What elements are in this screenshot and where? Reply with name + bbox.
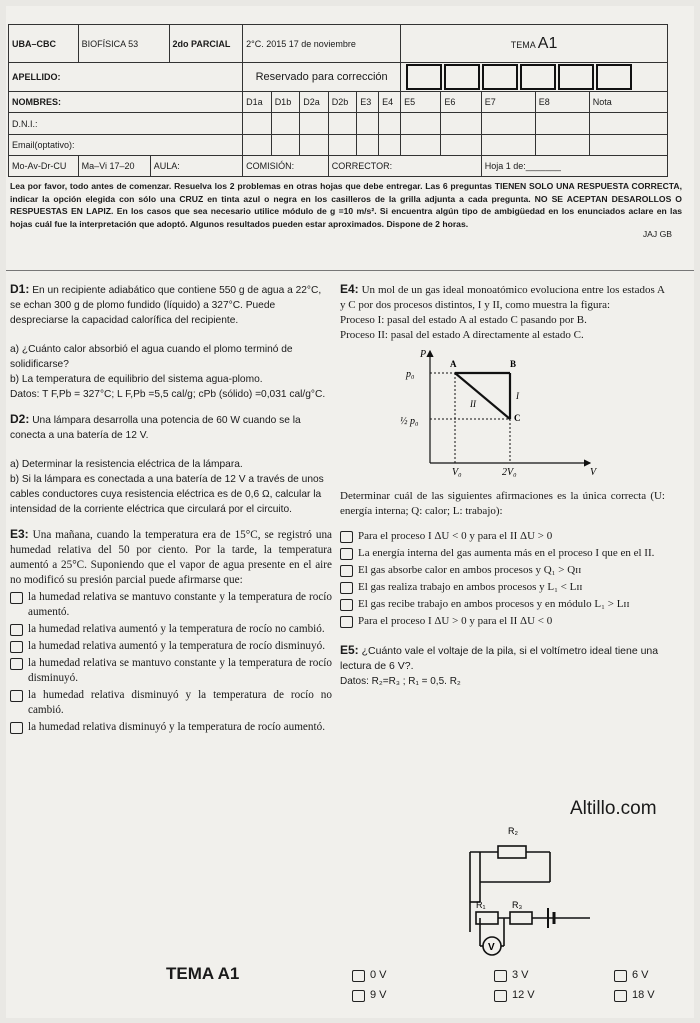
grid-col-e6: E6 [441,92,481,113]
d1-statement: D1: En un recipiente adiabático que contiene 550 g de agua a 22°C, se echan 300 g de plomo fundido (líquido) a 327°C. Puede despreciarse la capacidad calorífica del recipiente. [10,282,322,326]
correction-boxes [401,63,668,92]
corrector-field: CORRECTOR: [328,156,481,177]
e3-option[interactable]: la humedad relativa se mantuvo constante y la temperatura de rocío aumentó. [10,590,332,620]
horario: Ma–Vi 17–20 [78,156,150,177]
dni-field[interactable]: D.N.I.: [9,113,243,135]
right-column [340,282,665,689]
checkbox[interactable] [340,531,353,543]
checkbox[interactable] [614,970,627,982]
tema-cell: TEMA A1 [401,25,668,63]
svg-text:A: A [450,359,457,369]
footer-tema: TEMA A1 [166,964,240,983]
d2-statement: D2: Una lámpara desarrolla una potencia de 60 W cuando se la conecta a una batería de 12 V. [10,412,301,441]
watermark: Altillo.com [570,798,657,819]
e3-options [10,590,332,735]
e4-option[interactable]: El gas recibe trabajo en ambos procesos y en módulo L₁ > Lɪɪ [340,597,665,612]
process-ii-ac [455,373,510,419]
grid-col-d2a: D2a [300,92,329,113]
grid-col-d1a: D1a [243,92,272,113]
e3-option[interactable]: la humedad relativa se mantuvo constante y la temperatura de rocío disminuyó. [10,656,332,686]
checkbox[interactable] [614,990,627,1002]
e4-statement: E4: Un mol de un gas ideal monoatómico evoluciona entre los estados A y C por dos procesos distintos, I y II, como muestra la figura: [340,282,665,311]
grid-col-nota: Nota [589,92,667,113]
e5-option[interactable]: 3 V [494,968,529,982]
d2-part-b: b) Si la lámpara es conectada a una batería de 12 V a través de unos cables conductores cuya resistencia eléctrica es de 0,6 Ω, calcular la intensidad de la corriente eléctrica que circulará por el circuito. [10,474,324,515]
correction-box [558,64,594,90]
e4-option[interactable]: Para el proceso I ΔU > 0 y para el II ΔU < 0 [340,614,665,629]
checkbox[interactable] [340,548,353,560]
grid-col-e5: E5 [401,92,441,113]
instructions [10,180,682,239]
svg-text:I: I [516,391,519,401]
e5-option[interactable]: 9 V [352,988,387,1002]
grid-col-e4: E4 [379,92,401,113]
d1-part-b: b) La temperatura de equilibrio del sistema agua-plomo. [10,374,263,385]
checkbox[interactable] [494,990,507,1002]
e4-option[interactable]: El gas absorbe calor en ambos procesos y Q₁ > Qɪɪ [340,563,665,578]
checkbox[interactable] [352,990,365,1002]
e3-option[interactable]: la humedad relativa aumentó y la temperatura de rocío no cambió. [10,622,332,637]
e4-option[interactable]: Para el proceso I ΔU < 0 y para el II ΔU > 0 [340,529,665,544]
e5-statement: E5: ¿Cuánto vale el voltaje de la pila, si el voltímetro ideal tiene una lectura de 6 V?. [340,643,659,672]
grid-col-e3: E3 [357,92,379,113]
circuit-diagram [440,820,600,962]
e3-statement: E3: Una mañana, cuando la temperatura era de 15°C, se registró una humedad relativa del 50 por ciento. Por la tarde, la temperatura aumentó a 25°C. Suponiendo que el vapor de agua presente en el aire no modificó su presión parcial puede afirmarse que: [10,527,333,586]
grid-col-e8: E8 [535,92,589,113]
instructions-text: Lea por favor, todo antes de comenzar. Resuelva los 2 problemas en otras hojas que debe entregar. Las 6 preguntas TIENEN SOLO UNA RESPUESTA CORRECTA, indicar la opción elegida con sólo una CRUZ en tinta azul o negra en los casilleros de la grilla adjunta a cada pregunta. NO SE ACEPTAN DESAROLLOS O RESPUESTAS EN LAPIZ. En los casos que sea necesario utilice módulo de g =10 m/s². Si encuentra algún tipo de ambigüedad en los enunciados aclare en las hojas cuál fue la interpretación que adoptó. Algunos resultados pueden estar aproximados. Dispone de 2 horas. [10,181,682,229]
checkbox[interactable] [340,565,353,577]
e4-option[interactable]: La energía interna del gas aumenta más en el proceso I que en el II. [340,546,665,561]
e5-datos: Datos: R₂=R₃ ; R₁ = 0,5. R₂ [340,676,461,687]
svg-text:B: B [510,359,517,369]
checkbox[interactable] [494,970,507,982]
e4-options [340,529,665,629]
svg-text:C: C [514,413,521,423]
pv-diagram [340,343,665,483]
d1-part-a: a) ¿Cuánto calor absorbió el agua cuando el plomo terminó de solidificarse? [10,344,293,370]
svg-text:II: II [470,399,476,409]
correction-box [520,64,556,90]
svg-text:R₁: R₁ [476,900,486,910]
org: UBA–CBC [9,25,79,63]
svg-text:R₂: R₂ [508,826,518,836]
correction-box [444,64,480,90]
hoja-field: Hoja 1 de:_______ [481,156,667,177]
aula-field[interactable]: AULA: [150,156,242,177]
checkbox[interactable] [10,658,23,670]
v-axis-label: V [590,467,597,478]
exam-date: 2°C. 2015 17 de noviembre [243,25,401,63]
resistor-r2 [498,846,526,858]
e4-option[interactable]: El gas realiza trabajo en ambos procesos y L₁ < Lɪɪ [340,580,665,595]
grid-col-d1b: D1b [271,92,300,113]
resistor-r3 [510,912,532,924]
checkbox[interactable] [10,722,23,734]
e3-option[interactable]: la humedad relativa disminuyó y la temperatura de rocío no cambió. [10,688,332,718]
correction-box [406,64,442,90]
exam-name: 2do PARCIAL [169,25,243,63]
p-axis-label: P [420,349,427,360]
e5-option[interactable]: 12 V [494,988,535,1002]
svg-text:V₀: V₀ [452,467,462,478]
d1-datos: Datos: T F,Pb = 327°C; L F,Pb =5,5 cal/g; cPb (sólido) =0,031 cal/g°C. [10,389,326,400]
left-column [10,282,332,737]
checkbox[interactable] [340,616,353,628]
checkbox[interactable] [352,970,365,982]
signature: JAJ GB [642,228,672,239]
e4-prompt: Determinar cuál de las siguientes afirmaciones es la única correcta (U: energía interna; Q: calor; L: trabajo): [340,490,665,517]
correction-box [596,64,632,90]
nombres-field[interactable]: NOMBRES: [9,92,243,113]
checkbox[interactable] [340,599,353,611]
e3-option[interactable]: la humedad relativa aumentó y la temperatura de rocío disminuyó. [10,639,332,654]
sede: Mo-Av-Dr-CU [9,156,79,177]
e5-option[interactable]: 18 V [614,988,655,1002]
grid-col-e7: E7 [481,92,535,113]
svg-text:½ p₀: ½ p₀ [400,416,419,427]
svg-text:p₀: p₀ [406,369,415,380]
svg-text:2V₀: 2V₀ [502,467,517,478]
e4-process-1: Proceso I: pasal del estado A al estado C pasando por B. [340,314,587,326]
checkbox[interactable] [340,582,353,594]
svg-text:V: V [488,942,495,953]
subject: BIOFÍSICA 53 [78,25,169,63]
divider [6,270,694,271]
header-table [8,24,668,177]
email-field[interactable]: Email(optativo): [9,135,243,156]
svg-text:R₃: R₃ [512,900,523,910]
e5-option[interactable]: 0 V [352,968,387,982]
grid-col-d2b: D2b [328,92,357,113]
checkbox[interactable] [10,690,23,702]
tema-code: A1 [537,34,558,52]
checkbox[interactable] [10,592,23,604]
apellido-field[interactable]: APELLIDO: [9,63,243,92]
correction-box [482,64,518,90]
e3-option[interactable]: la humedad relativa disminuyó y la temperatura de rocío aumentó. [10,720,332,735]
e5-option[interactable]: 6 V [614,968,649,982]
reserved-label: Reservado para corrección [243,63,401,92]
checkbox[interactable] [10,641,23,653]
d2-part-a: a) Determinar la resistencia eléctrica de la lámpara. [10,459,243,470]
checkbox[interactable] [10,624,23,636]
comision-field[interactable]: COMISIÓN: [243,156,329,177]
e4-process-2: Proceso II: pasal del estado A directamente al estado C. [340,329,584,341]
